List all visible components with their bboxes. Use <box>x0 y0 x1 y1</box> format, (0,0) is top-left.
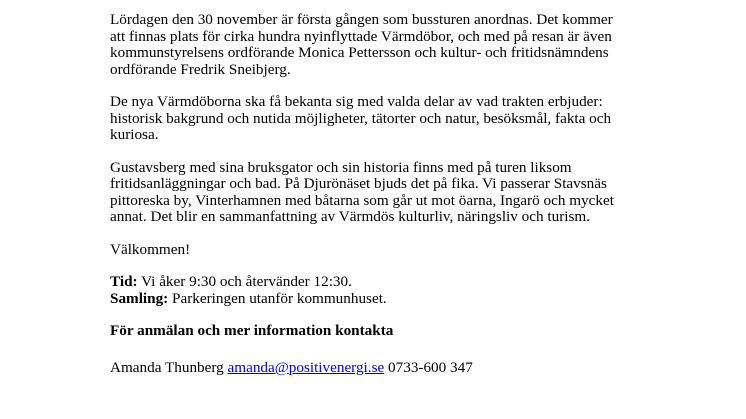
contact-line <box>110 360 630 377</box>
time-label: Tid: <box>110 273 138 290</box>
meeting-line <box>110 291 630 308</box>
time-line <box>110 274 630 291</box>
meeting-label: Samling: <box>110 289 169 307</box>
offer-paragraph: De nya Värmdöborna ska få bekanta sig med valda delar av vad trakten erbjuder: historisk bakgrund och nutida möjligheter, tätorter och natur, besöksmål, fakta och kuriosa. <box>110 93 612 143</box>
contact-name: Amanda Thunberg <box>110 358 228 376</box>
contact-email-link[interactable]: amanda@positivenergi.se <box>227 358 385 376</box>
document-body <box>110 12 630 392</box>
route-paragraph: Gustavsberg med sina bruksgator och sin historia finns med på turen liksom fritidsanläggningar och bad. På Djurönäset bjuds det på fika. Vi passerar Stavsnäs pittoreska by, Vinterhamnen med båtarna som går ut mot öarna, Ingarö och mycket annat. Det blir en sammanfattning av Värmdös kulturliv, näringsliv och turism. <box>110 158 614 225</box>
contact-phone: 0733-600 347 <box>384 358 473 376</box>
welcome-text: Välkommen! <box>110 240 191 258</box>
intro-paragraph: Lördagen den 30 november är första gången som bussturen anordnas. Det kommer att finnas plats för cirka hundra nyinflyttade Värmdöbor, och med på resan är även kommunstyrelsens ordförande Monica Pettersson och kultur- och fritidsnämndens ordförande Fredrik Sneibjerg. <box>110 11 613 78</box>
meeting-value: Parkeringen utanför kommunhuset. <box>168 289 387 307</box>
time-value: Vi åker 9:30 och återvänder 12:30. <box>137 273 352 290</box>
contact-heading: För anmälan och mer information kontakta <box>110 322 394 339</box>
